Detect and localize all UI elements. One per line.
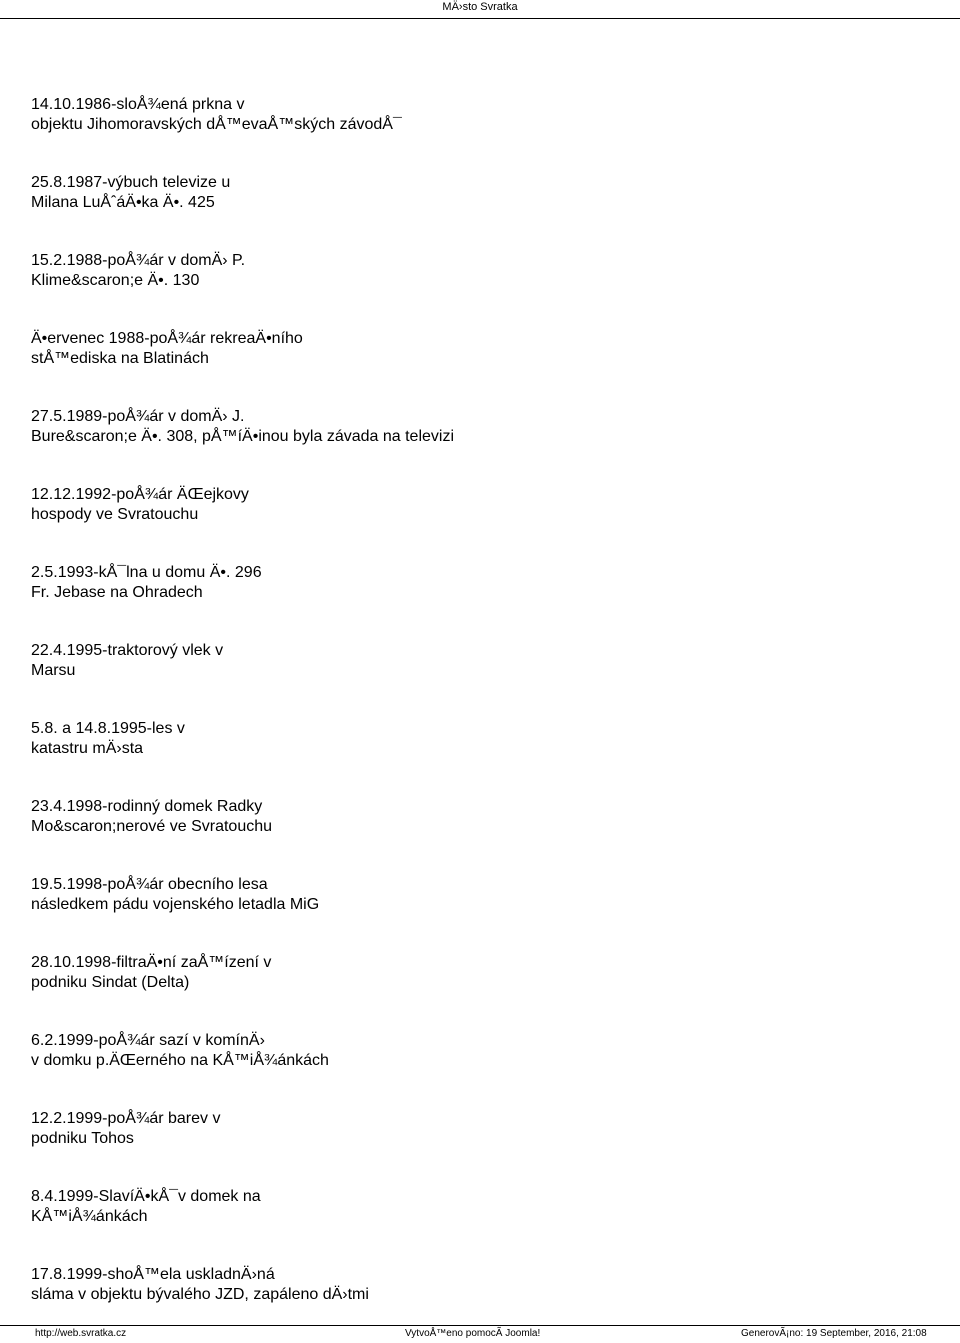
entry-line-2: Mo&scaron;nerové ve Svratouchu <box>31 818 273 835</box>
footer-generated-date: GenerovÃ¡no: 19 September, 2016, 21:08 <box>741 1328 927 1339</box>
list-item <box>31 953 931 993</box>
list-item <box>31 641 931 681</box>
list-item <box>31 797 931 837</box>
entry-line-1: 28.10.1998-filtraÄ•ní zaÅ™ízení v <box>31 954 272 971</box>
entry-line-1: 12.2.1999-poÅ¾ár barev v <box>31 1110 221 1127</box>
footer-credit: VytvoÅ™eno pomocÃ Joomla! <box>405 1328 541 1339</box>
list-item <box>31 563 931 603</box>
page-title: MÄ›sto Svratka <box>442 1 518 13</box>
list-item <box>31 407 931 447</box>
list-item <box>31 1031 931 1071</box>
entry-line-2: v domku p.ÄŒerného na KÅ™iÅ¾ánkách <box>31 1052 329 1069</box>
entry-line-2: stÅ™ediska na Blatinách <box>31 350 209 367</box>
list-item <box>31 1109 931 1149</box>
entry-line-1: 6.2.1999-poÅ¾ár sazí v komínÄ› <box>31 1032 265 1049</box>
entry-line-2: sláma v objektu bývalého JZD, zapáleno dÄ›tmi <box>31 1286 369 1303</box>
footer-divider <box>0 1325 960 1326</box>
list-item <box>31 719 931 759</box>
list-item <box>31 875 931 915</box>
entry-line-1: 25.8.1987-výbuch televize u <box>31 174 231 191</box>
entry-line-2: podniku Tohos <box>31 1130 134 1147</box>
entry-line-1: 19.5.1998-poÅ¾ár obecního lesa <box>31 876 268 893</box>
header-divider <box>0 18 960 19</box>
entry-line-2: katastru mÄ›sta <box>31 740 144 757</box>
entry-line-1: 22.4.1995-traktorový vlek v <box>31 642 224 659</box>
entry-line-2: objektu Jihomoravských dÅ™evaÅ™ských závodÅ¯ <box>31 116 402 133</box>
entry-line-1: 14.10.1986-sloÅ¾ená prkna v <box>31 96 245 113</box>
entry-line-2: KÅ™iÅ¾ánkách <box>31 1208 148 1225</box>
entry-line-2: podniku Sindat (Delta) <box>31 974 190 991</box>
entry-line-2: Klime&scaron;e Ä•. 130 <box>31 272 200 289</box>
footer-url: http://web.svratka.cz <box>35 1328 127 1339</box>
entry-line-1: 2.5.1993-kÅ¯lna u domu Ä•. 296 <box>31 564 262 581</box>
entry-line-1: 12.12.1992-poÅ¾ár ÄŒejkovy <box>31 486 249 503</box>
entry-line-1: 5.8. a 14.8.1995-les v <box>31 720 185 737</box>
entry-line-2: Bure&scaron;e Ä•. 308, pÅ™íÄ•inou byla závada na televizi <box>31 428 454 445</box>
entry-line-2: Milana LuÅˆáÄ•ka Ä•. 425 <box>31 194 215 211</box>
entry-line-2: hospody ve Svratouchu <box>31 506 199 523</box>
list-item <box>31 485 931 525</box>
fire-incident-list <box>31 95 931 1343</box>
entry-line-1: 17.8.1999-shoÅ™ela uskladnÄ›ná <box>31 1266 275 1283</box>
entry-line-2: Marsu <box>31 662 76 679</box>
list-item <box>31 173 931 213</box>
page-header <box>0 0 960 18</box>
entry-line-1: 27.5.1989-poÅ¾ár v domÄ› J. <box>31 408 245 425</box>
entry-line-2: Fr. Jebase na Ohradech <box>31 584 203 601</box>
entry-line-1: Ä•ervenec 1988-poÅ¾ár rekreaÄ•ního <box>31 330 303 347</box>
list-item <box>31 251 931 291</box>
entry-line-1: 8.4.1999-SlavíÄ•kÅ¯v domek na <box>31 1188 261 1205</box>
list-item <box>31 95 931 135</box>
list-item <box>31 329 931 369</box>
page-footer <box>0 1327 960 1341</box>
entry-line-1: 15.2.1988-poÅ¾ár v domÄ› P. <box>31 252 246 269</box>
list-item <box>31 1187 931 1227</box>
entry-line-1: 23.4.1998-rodinný domek Radky <box>31 798 263 815</box>
list-item <box>31 1265 931 1305</box>
entry-line-2: následkem pádu vojenského letadla MiG <box>31 896 320 913</box>
